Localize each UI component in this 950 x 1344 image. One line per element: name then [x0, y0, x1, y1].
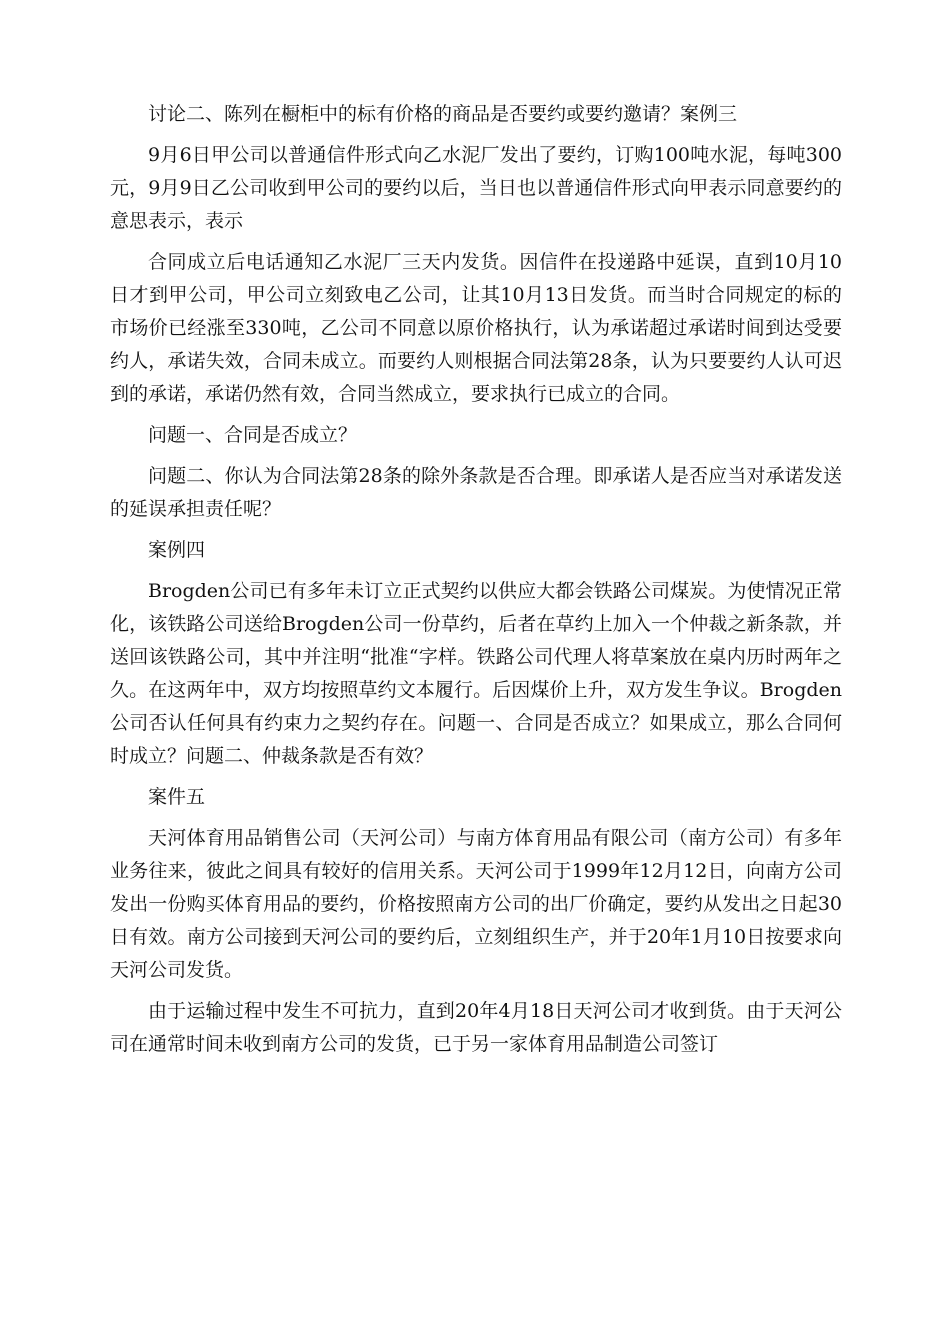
paragraph-question-two: 问题二、你认为合同法第28条的除外条款是否合理。即承诺人是否应当对承诺发送的延误承担责任呢？	[110, 465, 842, 520]
document-body	[110, 98, 842, 1061]
heading-case-five: 案件五	[148, 786, 206, 808]
paragraph-case-three-facts: 合同成立后电话通知乙水泥厂三天内发货。因信件在投递路中延误，直到10月10日才到甲公司，甲公司立刻致电乙公司，让其10月13日发货。而当时合同规定的标的市场价已经涨至330吨，乙公司不同意以原价格执行，认为承诺超过承诺时间到达受要约人，承诺失效，合同未成立。而要约人则根据合同法第28条，认为只要要约人认可迟到的承诺，承诺仍然有效，合同当然成立，要求执行已成立的合同。	[110, 251, 842, 405]
paragraph-case-three-offer: 9月6日甲公司以普通信件形式向乙水泥厂发出了要约，订购100吨水泥，每吨300元，9月9日乙公司收到甲公司的要约以后，当日也以普通信件形式向甲表示同意要约的意思表示，表示	[110, 144, 842, 232]
heading-case-four: 案例四	[148, 539, 206, 561]
paragraph-case-four: Brogden公司已有多年未订立正式契约以供应大都会铁路公司煤炭。为使情况正常化，该铁路公司送给Brogden公司一份草约，后者在草约上加入一个仲裁之新条款，并送回该铁路公司，其中并注明“批准“字样。铁路公司代理人将草案放在桌内历时两年之久。在这两年中，双方均按照草约文本履行。后因煤价上升，双方发生争议。Brogden公司否认任何具有约束力之契约存在。问题一、合同是否成立？如果成立，那么合同何时成立？问题二、仲裁条款是否有效？	[110, 580, 842, 767]
paragraph-case-five-delay: 由于运输过程中发生不可抗力，直到20年4月18日天河公司才收到货。由于天河公司在通常时间未收到南方公司的发货，已于另一家体育用品制造公司签订	[110, 1000, 842, 1055]
paragraph-question-one: 问题一、合同是否成立？	[148, 424, 358, 446]
paragraph-discussion-two: 讨论二、陈列在橱柜中的标有价格的商品是否要约或要约邀请？案例三	[148, 103, 738, 125]
paragraph-case-five-offer: 天河体育用品销售公司（天河公司）与南方体育用品有限公司（南方公司）有多年业务往来，彼此之间具有较好的信用关系。天河公司于1999年12月12日，向南方公司发出一份购买体育用品的要约，价格按照南方公司的出厂价确定，要约从发出之日起30日有效。南方公司接到天河公司的要约后，立刻组织生产，并于20年1月10日按要求向天河公司发货。	[110, 827, 842, 981]
